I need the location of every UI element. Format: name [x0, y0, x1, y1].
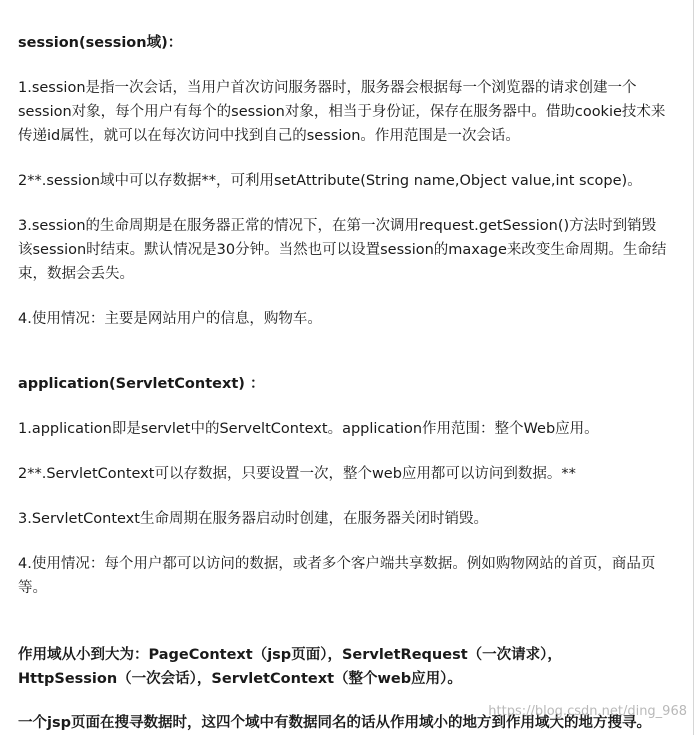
lookup-rule-summary: 一个jsp页面在搜寻数据时，这四个域中有数据同名的话从作用域小的地方到作用域大的地方搜寻。 [18, 715, 651, 731]
application-paragraph-4: 4.使用情况：每个用户都可以访问的数据，或者多个客户端共享数据。例如购物网站的首页，商品页等。 [18, 556, 656, 596]
session-paragraph-2: 2**.session域中可以存数据**，可利用setAttribute(String name,Object value,int scope)。 [18, 173, 642, 189]
application-heading: application(ServletContext) ： [18, 376, 265, 392]
scope-order-summary: 作用域从小到大为：PageContext（jsp页面），ServletRequest（一次请求），HttpSession（一次会话），ServletContext（整个web应用）。 [18, 647, 562, 687]
blog-watermark: https://blog.csdn.net/ding_968 [488, 704, 687, 719]
application-paragraph-2: 2**.ServletContext可以存数据，只要设置一次，整个web应用都可以访问到数据。** [18, 466, 576, 482]
session-paragraph-1: 1.session是指一次会话，当用户首次访问服务器时，服务器会根据每一个浏览器的请求创建一个session对象，每个用户有每个的session对象，相当于身份证，保存在服务器中。借助cookie技术来传递id属性，就可以在每次访问中找到自己的session。作用范围是一次会话。 [18, 80, 666, 144]
session-paragraph-3: 3.session的生命周期是在服务器正常的情况下，在第一次调用request.getSession()方法时到销毁该session时结束。默认情况是30分钟。当然也可以设置session的maxage来改变生命周期。生命结束，数据会丢失。 [18, 218, 667, 282]
application-paragraph-3: 3.ServletContext生命周期在服务器启动时创建，在服务器关闭时销毁。 [18, 511, 488, 527]
session-paragraph-4: 4.使用情况：主要是网站用户的信息，购物车。 [18, 311, 322, 327]
page-right-border [693, 0, 694, 735]
application-paragraph-1: 1.application即是servlet中的ServeltContext。application作用范围：整个Web应用。 [18, 421, 599, 437]
session-heading: session(session域)： [18, 35, 183, 51]
